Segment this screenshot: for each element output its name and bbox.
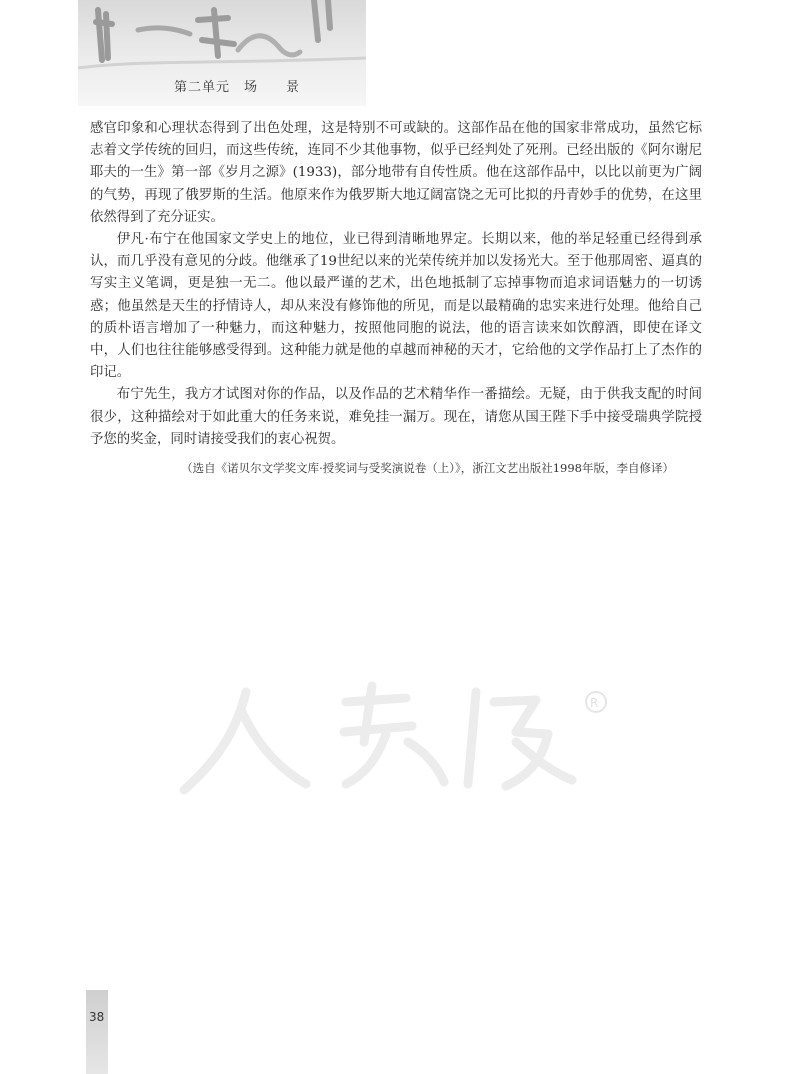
publisher-watermark <box>176 672 616 806</box>
paragraph-1: 感官印象和心理状态得到了出色处理，这是特别不可或缺的。这部作品在他的国家非常成功，虽然它标志着文学传统的回归，而这些传统，连同不少其他事物，似乎已经判处了死刑。已经出版的《阿尔谢尼耶夫的一生》第一部《岁月之源》(1933)，部分地带有自传性质。他在这部作品中，以比以前更为广阔的气势，再现了俄罗斯的生活。他原来作为俄罗斯大地辽阔富饶之无可比拟的丹青妙手的优势，在这里依然得到了充分证实。 <box>90 121 702 225</box>
unit-title: 第二单元 场 景 <box>174 80 301 95</box>
svg-text:R: R <box>590 696 599 710</box>
source-citation: （选自《诺贝尔文学奖文库·授奖词与受奖演说卷（上）》，浙江文艺出版社1998年版，李自修译） <box>181 461 674 476</box>
page-number: 38 <box>89 1010 105 1024</box>
paragraph-2: 伊凡·布宁在他国家文学史上的地位，业已得到清晰地界定。长期以来，他的举足轻重已经得到承认，而几乎没有意见的分歧。他继承了19世纪以来的光荣传统并加以发扬光大。至于他那周密、逼真的写实主义笔调，更是独一无二。他以最严谨的艺术，出色地抵制了忘掉事物而追求词语魅力的一切诱惑；他虽然是天生的抒情诗人，却从来没有修饰他的所见，而是以最精确的忠实来进行处理。他给自己的质朴语言增加了一种魅力，而这种魅力，按照他同胞的说法，他的语言读来如饮醇酒，即使在译文中，人们也往往能够感受得到。这种能力就是他的卓越而神秘的天才，它给他的文学作品打上了杰作的印记。 <box>90 232 702 381</box>
article-body <box>90 118 702 479</box>
page-side-tab <box>86 990 108 1074</box>
paragraph-3: 布宁先生，我方才试图对你的作品，以及作品的艺术精华作一番描绘。无疑，由于供我支配的时间很少，这种描绘对于如此重大的任务来说，难免挂一漏万。现在，请您从国王陛下手中接受瑞典学院授予您的奖金，同时请接受我们的衷心祝贺。 <box>90 387 702 447</box>
watermark-logo <box>176 672 616 802</box>
